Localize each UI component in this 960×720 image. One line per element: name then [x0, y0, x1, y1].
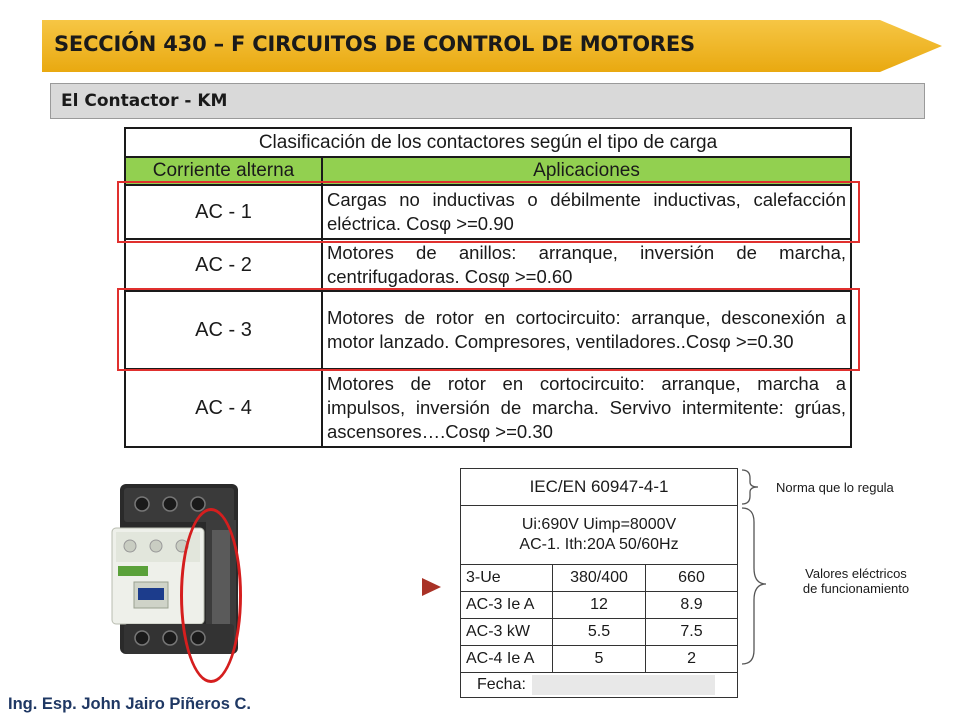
description-cell: Motores de anillos: arranque, inversión de marcha, centrifugadoras. Cosφ >=0.60	[322, 239, 851, 291]
nameplate-ratings-line2: AC-1. Ith:20A 50/60Hz	[519, 536, 679, 553]
nameplate-value: 380/400	[553, 565, 646, 592]
values-note-line1: Valores eléctricos	[805, 566, 907, 581]
subtitle-bar	[50, 83, 925, 119]
values-brace-icon	[740, 506, 770, 666]
highlight-box-ac1	[117, 181, 860, 243]
callout-arrow	[238, 572, 443, 602]
nameplate-label: AC-4 Ie A	[461, 646, 553, 673]
nameplate-label: 3-Ue	[461, 565, 553, 592]
table-caption: Clasificación de los contactores según el tipo de carga	[125, 128, 851, 157]
nameplate-label: AC-3 kW	[461, 619, 553, 646]
nameplate-label: AC-3 Ie A	[461, 592, 553, 619]
standard-note: Norma que lo regula	[776, 480, 894, 495]
table-row	[461, 619, 738, 646]
category-cell: AC - 4	[125, 369, 322, 447]
page-title: SECCIÓN 430 – F CIRCUITOS DE CONTROL DE MOTORES	[54, 32, 695, 56]
nameplate-value: 660	[646, 565, 738, 592]
section-subtitle: El Contactor - KM	[61, 91, 228, 111]
column-header-applications: Aplicaciones	[322, 157, 851, 185]
description-cell: Cargas no inductivas o débilmente inductivas, calefacción eléctrica. Cosφ >=0.90	[322, 185, 851, 239]
values-note-line2: de funcionamiento	[802, 581, 910, 596]
description-cell: Motores de rotor en cortocircuito: arranque, marcha a impulsos, inversión de marcha. Servivo intermitente: grúas, ascensores….Cosφ >=0.30	[322, 369, 851, 447]
category-cell: AC - 1	[125, 185, 322, 239]
table-row	[461, 565, 738, 592]
nameplate-table	[460, 468, 738, 698]
table-row	[461, 646, 738, 673]
date-redacted-field	[532, 675, 715, 695]
nameplate-date-row	[461, 673, 738, 698]
table-row	[125, 369, 851, 447]
title-banner	[42, 20, 942, 72]
nameplate-value: 2	[646, 646, 738, 673]
nameplate-standard: IEC/EN 60947-4-1	[461, 469, 738, 506]
table-row	[461, 592, 738, 619]
nameplate-value: 12	[553, 592, 646, 619]
nameplate-date-label: Fecha:	[477, 676, 526, 694]
standard-brace-icon	[740, 468, 764, 506]
values-note	[772, 566, 940, 596]
nameplate-ratings-line1: Ui:690V Uimp=8000V	[521, 516, 677, 533]
nameplate-value: 7.5	[646, 619, 738, 646]
description-cell: Motores de rotor en cortocircuito: arranque, desconexión a motor lanzado. Compresores, ventiladores..Cosφ >=0.30	[322, 291, 851, 369]
highlight-box-ac3	[117, 288, 860, 371]
table-caption-row	[125, 128, 851, 157]
nameplate-value: 8.9	[646, 592, 738, 619]
nameplate-value: 5.5	[553, 619, 646, 646]
category-cell: AC - 3	[125, 291, 322, 369]
nameplate-ratings	[461, 506, 738, 565]
author-footer: Ing. Esp. John Jairo Piñeros C.	[8, 695, 251, 713]
table-row	[125, 239, 851, 291]
category-cell: AC - 2	[125, 239, 322, 291]
column-header-current: Corriente alterna	[125, 157, 322, 185]
nameplate-value: 5	[553, 646, 646, 673]
nameplate-callout-ellipse	[180, 508, 242, 683]
